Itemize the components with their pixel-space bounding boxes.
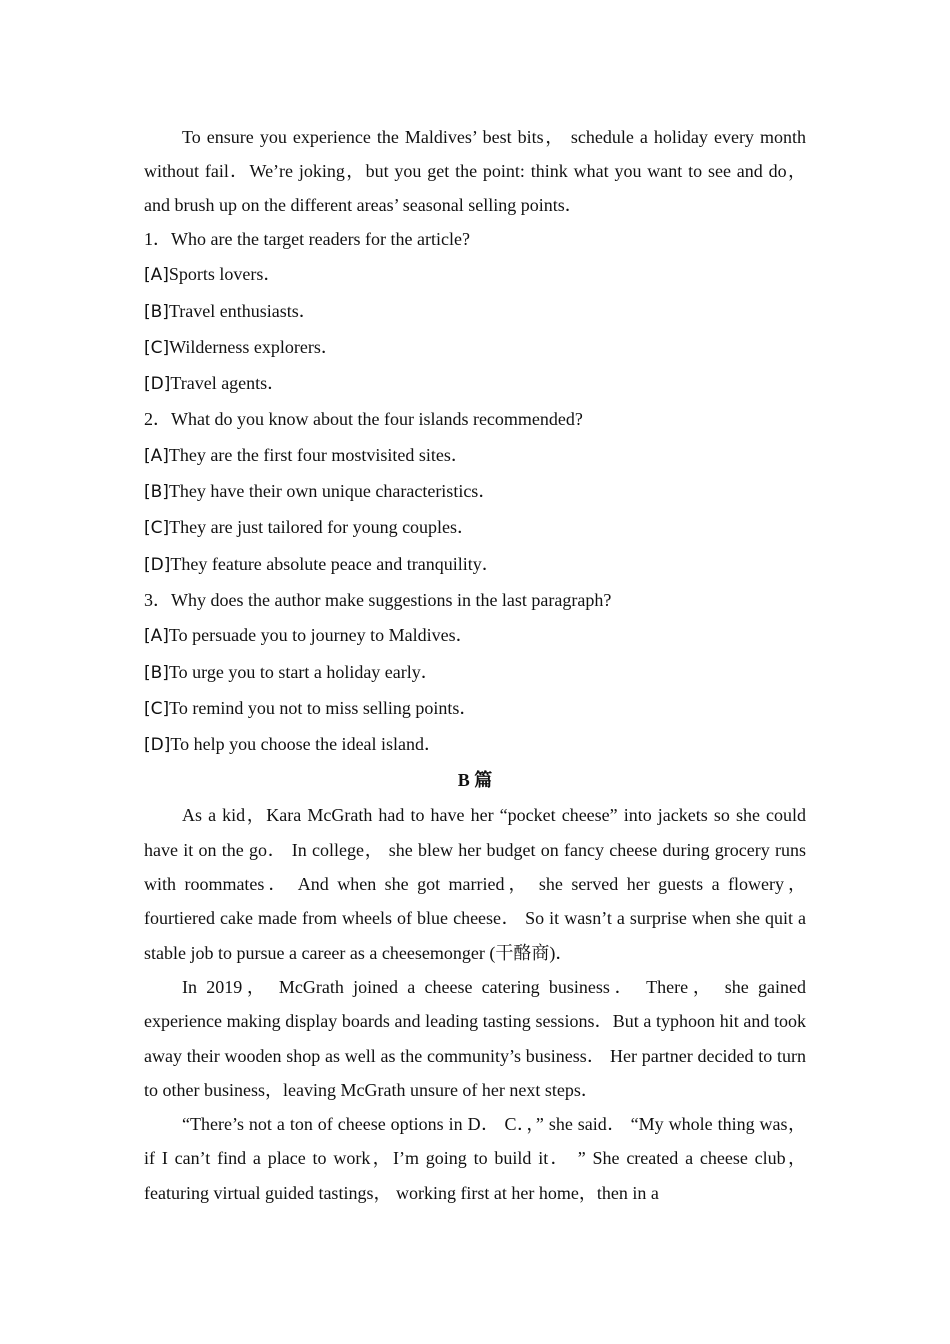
- option-text: To urge you to start a holiday early．: [168, 661, 439, 682]
- option-a: [144, 618, 806, 654]
- option-label: [C]: [144, 337, 170, 358]
- option-label: [D]: [144, 554, 171, 575]
- option-text: To persuade you to journey to Maldives．: [168, 625, 474, 646]
- option-text: Travel agents．: [170, 373, 286, 394]
- question-stem: 2．What do you know about the four islands recommended?: [144, 409, 583, 430]
- option-text: They have their own unique characteristics．: [168, 481, 497, 502]
- option-label: [B]: [144, 482, 169, 503]
- option-text: Travel enthusiasts．: [168, 300, 317, 321]
- question-2: [144, 402, 806, 582]
- section-b-paragraph-2: In 2019， McGrath joined a cheese catering business． There， she gained experience making display boards and leading tasting sessions．But a typhoon hit and took away their wooden shop as well as the community’s business． Her partner decided to turn to other business，leaving McGrath unsure of her next steps．: [144, 976, 806, 1100]
- option-b: [144, 474, 806, 510]
- option-label: [A]: [144, 626, 169, 647]
- option-text: They are just tailored for young couples．: [169, 517, 476, 538]
- document-content: [144, 120, 806, 1210]
- section-b-paragraph-3: “There’s not a ton of cheese options in D． C．，” she said． “My whole thing was， if I can’t find a place to work，I’m going to build it． ” She created a cheese club， featuring virtual guided tastings， working first at her home，then in a: [144, 1114, 806, 1203]
- option-label: [C]: [144, 698, 170, 719]
- option-text: They are the first four mostvisited sites．: [168, 444, 469, 465]
- option-b: [144, 294, 806, 330]
- option-c: [144, 691, 806, 727]
- option-c: [144, 330, 806, 366]
- option-text: To help you choose the ideal island．: [170, 734, 443, 755]
- option-text: Sports lovers．: [168, 264, 282, 285]
- option-c: [144, 510, 806, 546]
- option-label: [D]: [144, 374, 171, 395]
- option-label: [A]: [144, 445, 169, 466]
- intro-paragraph: To ensure you experience the Maldives’ best bits， schedule a holiday every month without fail．We’re joking，but you get the point: think what you want to see and do，and brush up on the different areas’ seasonal selling points．: [144, 127, 806, 215]
- option-label: [A]: [144, 265, 169, 286]
- option-text: To remind you not to miss selling points．: [169, 697, 478, 718]
- option-b: [144, 655, 806, 691]
- option-label: [B]: [144, 301, 169, 322]
- option-label: [C]: [144, 518, 170, 539]
- option-text: Wilderness explorers．: [169, 336, 339, 357]
- question-1: [144, 222, 806, 402]
- section-b-title: B 篇: [457, 770, 493, 791]
- question-3: [144, 583, 806, 763]
- section-b-paragraph-1: As a kid，Kara McGrath had to have her “pocket cheese” into jackets so she could have it on the go． In college， she blew her budget on fancy cheese during grocery runs with roommates． And when she got married， she served her guests a flowery， fourtiered cake made from wheels of blue cheese． So it wasn’t a surprise when she quit a stable job to pursue a career as a cheesemonger (干酪商)．: [144, 805, 806, 963]
- option-a: [144, 438, 806, 474]
- option-d: [144, 366, 806, 402]
- question-stem: 3．Why does the author make suggestions in the last paragraph?: [144, 589, 612, 610]
- option-a: [144, 257, 806, 293]
- option-text: They feature absolute peace and tranquility．: [170, 553, 500, 574]
- option-label: [B]: [144, 662, 169, 683]
- question-stem: 1．Who are the target readers for the article?: [144, 229, 470, 249]
- option-d: [144, 547, 806, 583]
- option-d: [144, 727, 806, 763]
- option-label: [D]: [144, 735, 171, 756]
